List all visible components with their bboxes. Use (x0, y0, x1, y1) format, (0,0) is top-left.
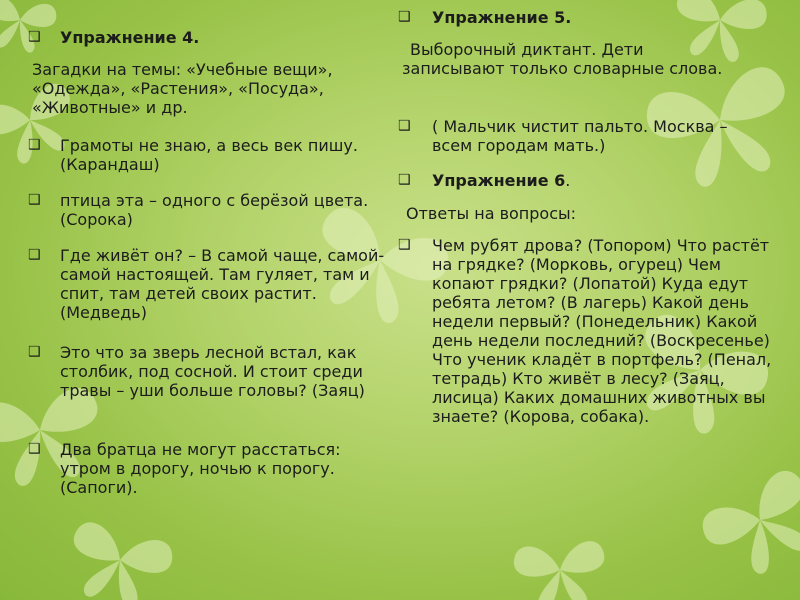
square-bullet-icon: ❑ (398, 9, 411, 25)
square-bullet-icon: ❑ (28, 441, 41, 457)
exercise-5-heading: Упражнение 5. (432, 8, 572, 27)
square-bullet-icon: ❑ (28, 192, 41, 208)
square-bullet-icon: ❑ (398, 118, 411, 134)
riddle-item: Два братца не могут расстаться: утром в дорогу, ночью к порогу. (Сапоги). (60, 440, 341, 497)
riddle-item: Грамоты не знаю, а весь век пишу. (Карандаш) (60, 136, 358, 174)
riddle-item: Это что за зверь лесной встал, как столбик, под сосной. И стоит среди травы – уши больше головы? (Заяц) (60, 343, 365, 400)
square-bullet-icon: ❑ (398, 237, 411, 253)
square-bullet-icon: ❑ (28, 29, 41, 45)
dictation-sentences: ( Мальчик чистит пальто. Москва – всем городам мать.) (432, 117, 728, 155)
butterfly-icon (513, 540, 609, 600)
square-bullet-icon: ❑ (28, 247, 41, 263)
exercise-4-heading: Упражнение 4. (60, 28, 200, 47)
riddle-item: Где живёт он? – В самой чаще, самой-самой настоящей. Там гуляет, там и спит, там детей своих растит. (Медведь) (60, 246, 385, 322)
exercise-4-intro: Загадки на темы: «Учебные вещи», «Одежда», «Растения», «Посуда», «Животные» и др. (32, 60, 333, 117)
square-bullet-icon: ❑ (28, 137, 41, 153)
questions-answers: Чем рубят дрова? (Топором) Что растёт на грядке? (Морковь, огурец) Чем копают грядки? (Лопатой) Куда едут ребята летом? (В лагерь) Какой день недели первый? (Понедельник) Какой день недели последний? (Воскресенье) Что ученик кладёт в портфель? (Пенал, тетрадь) Кто живёт в лесу? (Заяц, лисица) Каких домашних животных вы знаете? (Корова, собака). (432, 236, 772, 426)
square-bullet-icon: ❑ (398, 172, 411, 188)
exercise-5-description: Выборочный диктант. Дети записывают только словарные слова. (402, 40, 723, 78)
butterfly-icon (60, 519, 176, 600)
exercise-6-heading: Упражнение 6. (432, 171, 571, 190)
riddle-item: птица эта – одного с берёзой цвета. (Сорока) (60, 191, 369, 229)
square-bullet-icon: ❑ (28, 344, 41, 360)
exercise-6-description: Ответы на вопросы: (406, 204, 577, 223)
butterfly-icon (696, 465, 800, 590)
